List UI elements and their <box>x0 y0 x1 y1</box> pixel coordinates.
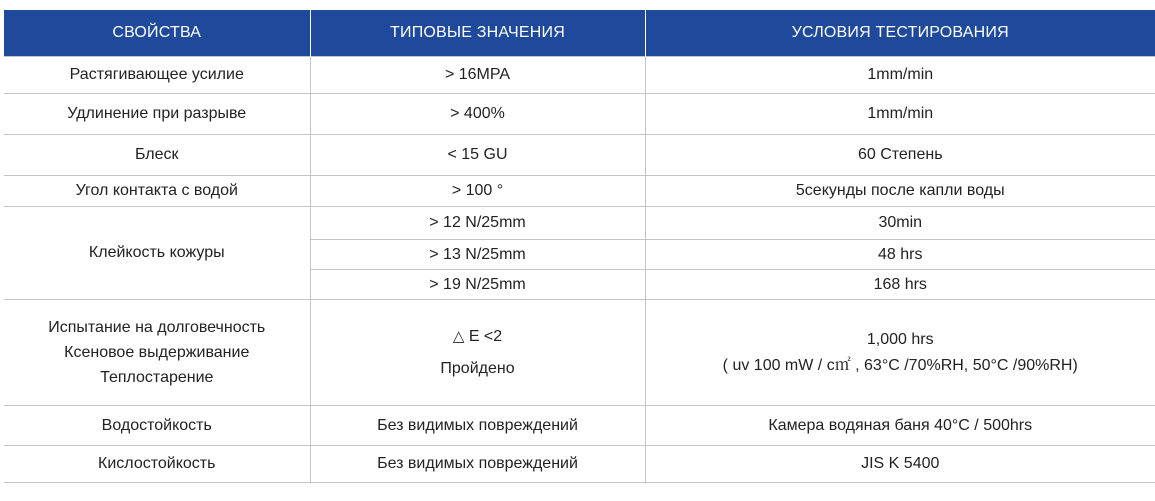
condition-cell-durability <box>645 300 1155 406</box>
property-cell-peel: Клейкость кожуры <box>4 207 310 300</box>
table-row <box>4 135 1155 176</box>
property-cell: Кислостойкость <box>4 446 310 483</box>
value-cell: > 13 N/25mm <box>310 240 645 270</box>
condition-cell: 30min <box>645 207 1155 240</box>
condition-cell: 168 hrs <box>645 270 1155 300</box>
value-cell: > 12 N/25mm <box>310 207 645 240</box>
table-row <box>4 57 1155 94</box>
header-typical-values: ТИПОВЫЕ ЗНАЧЕНИЯ <box>310 10 645 57</box>
delta-e-value <box>311 324 645 350</box>
durability-line: Испытание на долговечность <box>48 319 266 336</box>
table-row <box>4 94 1155 135</box>
heat-aging-line: Теплостарение <box>100 369 214 386</box>
condition-cell: Камера водяная баня 40°C / 500hrs <box>645 406 1155 446</box>
property-cell: Блеск <box>4 135 310 176</box>
value-cell: > 100 ° <box>310 176 645 207</box>
property-cell: Угол контакта с водой <box>4 176 310 207</box>
property-cell: Водостойкость <box>4 406 310 446</box>
header-test-conditions: УСЛОВИЯ ТЕСТИРОВАНИЯ <box>645 10 1155 57</box>
value-cell: < 15 GU <box>310 135 645 176</box>
delta-e-text: E <2 <box>468 327 503 345</box>
condition-cell: 1mm/min <box>645 57 1155 94</box>
value-cell-durability <box>310 300 645 406</box>
table-row <box>4 176 1155 207</box>
value-cell: > 400% <box>310 94 645 135</box>
value-cell: > 16MPA <box>310 57 645 94</box>
table-row <box>4 207 1155 240</box>
property-cell: Удлинение при разрыве <box>4 94 310 135</box>
triangle-icon: △ <box>452 327 465 345</box>
table-row-durability <box>4 300 1155 406</box>
condition-cell: 1mm/min <box>645 94 1155 135</box>
property-cell: Растягивающее усилие <box>4 57 310 94</box>
result-text: Пройдено <box>440 359 515 377</box>
condition-cell: 48 hrs <box>645 240 1155 270</box>
header-properties: СВОЙСТВА <box>4 10 310 57</box>
xenon-line: Ксеновое выдерживание <box>64 344 250 361</box>
value-cell: Без видимых повреждений <box>310 446 645 483</box>
property-cell-durability <box>4 300 310 406</box>
value-cell: > 19 N/25mm <box>310 270 645 300</box>
properties-table <box>4 10 1155 483</box>
table-row <box>4 406 1155 446</box>
condition-cell: 5секунды после капли воды <box>645 176 1155 207</box>
condition-details: ( uv 100 mW / c㎡ , 63°C /70%RH, 50°C /90%RH) <box>722 356 1078 374</box>
condition-cell: 60 Степень <box>645 135 1155 176</box>
header-row <box>4 10 1155 57</box>
table-row <box>4 446 1155 483</box>
condition-cell: JIS K 5400 <box>645 446 1155 483</box>
value-cell: Без видимых повреждений <box>310 406 645 446</box>
condition-hours: 1,000 hrs <box>866 330 934 348</box>
